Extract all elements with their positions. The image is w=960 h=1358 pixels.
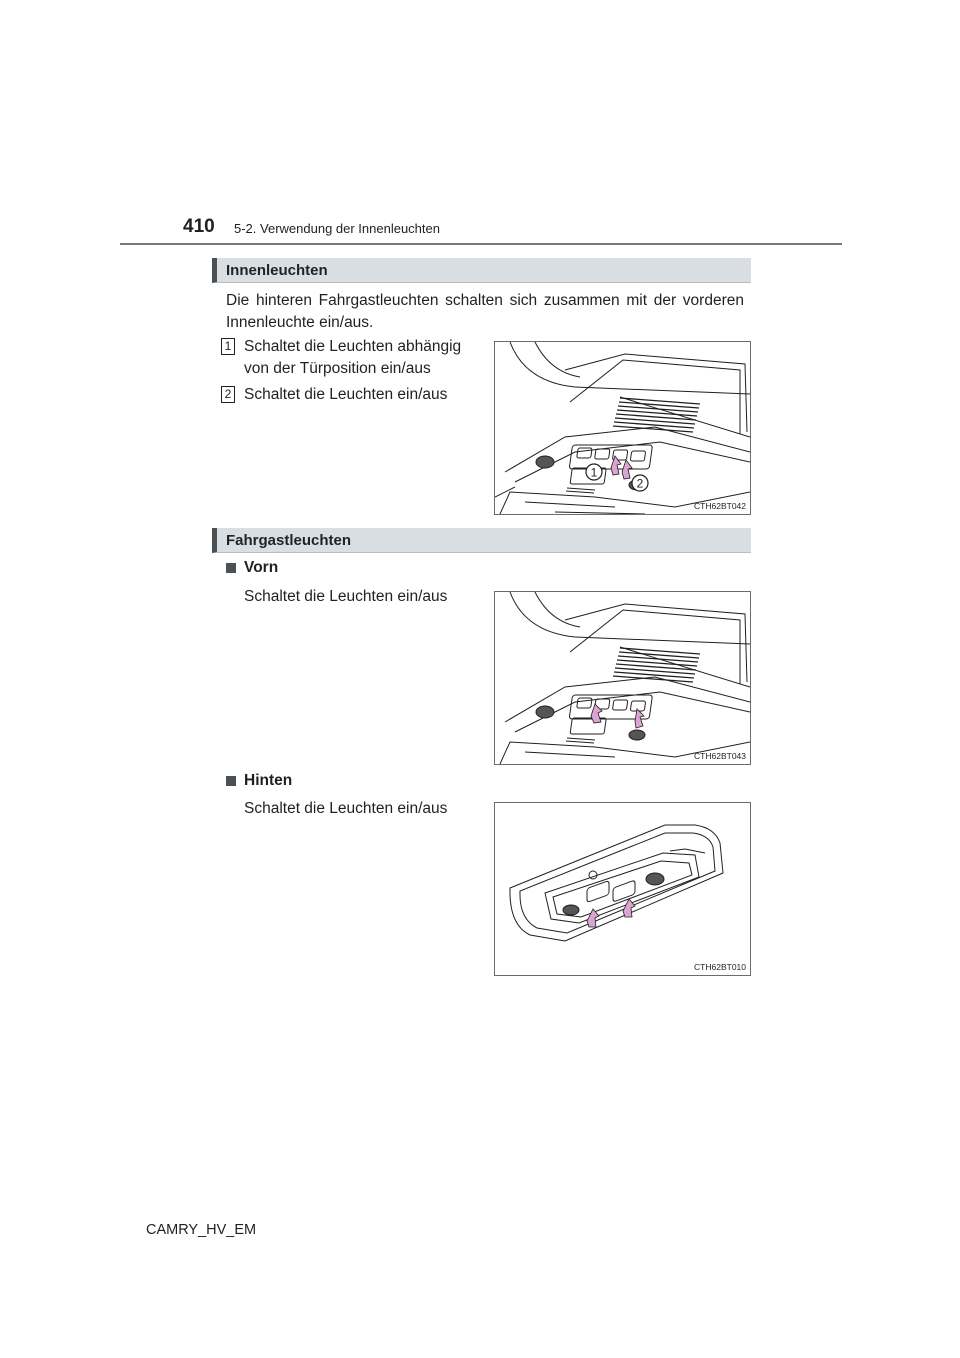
document-id: CAMRY_HV_EM bbox=[146, 1222, 257, 1238]
figure-front-console-callouts bbox=[494, 341, 751, 515]
figure-code: CTH62BT010 bbox=[694, 962, 746, 972]
bullet-square bbox=[226, 563, 236, 573]
front-console-illustration bbox=[495, 592, 750, 764]
figure-code: CTH62BT043 bbox=[694, 751, 746, 761]
section-heading-label: Fahrgastleuchten bbox=[226, 532, 352, 549]
section-heading-innenleuchten bbox=[212, 258, 751, 283]
item-number-1: 1 bbox=[221, 338, 235, 355]
bullet-square bbox=[226, 776, 236, 786]
figure-rear-lights bbox=[494, 802, 751, 976]
figure-front-lights bbox=[494, 591, 751, 765]
front-text: Schaltet die Leuchten ein/aus bbox=[244, 588, 448, 605]
figure-code: CTH62BT042 bbox=[694, 501, 746, 511]
intro-paragraph: Die hinteren Fahrgastleuchten schalten sich zusammen mit der vorderen Innenleuchte ein/aus. bbox=[226, 292, 744, 331]
overhead-console-illustration bbox=[495, 342, 750, 514]
rear-text: Schaltet die Leuchten ein/aus bbox=[244, 800, 448, 817]
callout-2: 2 bbox=[636, 476, 644, 491]
item-number-2: 2 bbox=[221, 386, 235, 403]
section-heading-label: Innenleuchten bbox=[226, 262, 328, 279]
page-number: 410 bbox=[183, 216, 215, 237]
section-heading-fahrgastleuchten bbox=[212, 528, 751, 553]
header-divider bbox=[120, 243, 842, 245]
subheading-hinten: Hinten bbox=[244, 772, 293, 789]
callout-1: 1 bbox=[590, 465, 598, 480]
item-2-text: Schaltet die Leuchten ein/aus bbox=[244, 386, 448, 403]
item-1-text-line2: von der Türposition ein/aus bbox=[244, 360, 431, 377]
rear-console-illustration bbox=[495, 803, 750, 975]
chapter-title: 5-2. Verwendung der Innenleuchten bbox=[234, 221, 440, 236]
subheading-vorn: Vorn bbox=[244, 559, 279, 576]
item-1-text-line1: Schaltet die Leuchten abhängig bbox=[244, 338, 462, 355]
